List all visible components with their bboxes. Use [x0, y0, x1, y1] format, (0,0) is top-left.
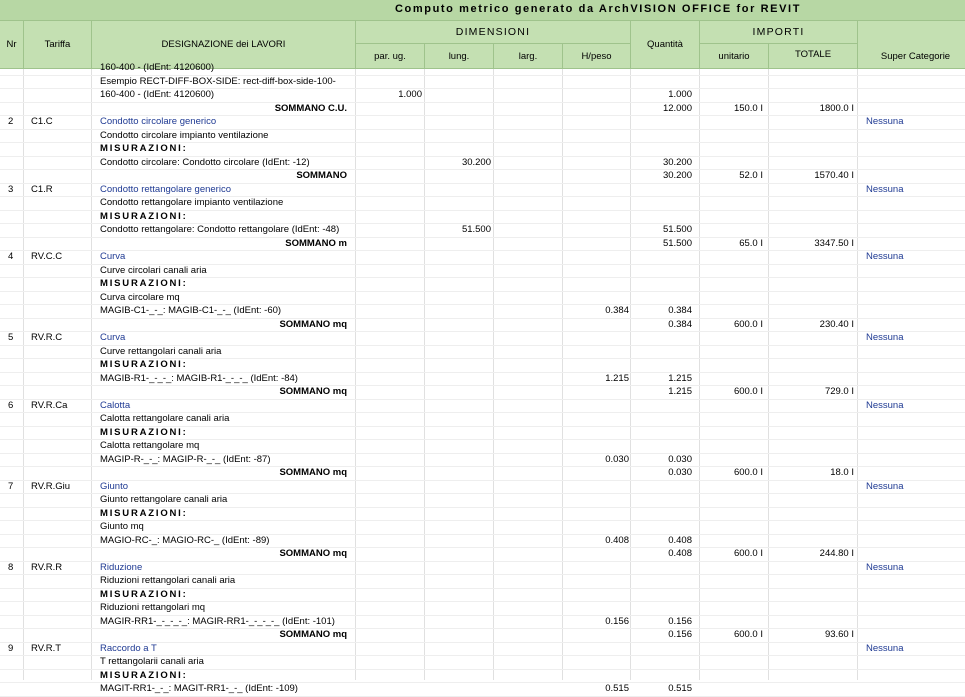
table-row[interactable] [0, 682, 965, 697]
header-nr-label: Nr [6, 39, 17, 50]
table-row[interactable] [0, 655, 965, 670]
sommano-label[interactable]: SOMMANO mq [279, 467, 347, 478]
tariffa-cell[interactable]: RV.R.C [31, 332, 63, 343]
description-cell[interactable]: Curve circolari canali aria [100, 264, 207, 276]
header-super-categorie-label: Super Categorie [880, 51, 951, 62]
super-categoria-cell[interactable]: Nessuna [866, 399, 904, 411]
table-row[interactable] [0, 156, 965, 171]
quantita-cell[interactable]: 30.200 [662, 170, 692, 181]
totale-cell[interactable]: 1570.40 I [814, 170, 854, 181]
item-row[interactable] [0, 115, 965, 130]
quantita-cell[interactable]: 0.384 [668, 318, 692, 330]
misurazioni-label[interactable]: MISURAZIONI: [100, 143, 188, 154]
misurazioni-row[interactable] [0, 358, 965, 373]
description-cell[interactable]: MAGIP-R-_-_: MAGIP-R-_-_ (IdEnt: -87) [100, 453, 271, 465]
description-cell[interactable]: MAGIT-RR1-_-_: MAGIT-RR1-_-_ (IdEnt: -109) [100, 683, 298, 694]
description-cell[interactable]: T rettangolarii canali aria [100, 656, 204, 667]
sommano-row[interactable] [0, 237, 965, 252]
unitario-cell[interactable]: 52.0 I [739, 170, 763, 181]
misurazioni-label[interactable]: MISURAZIONI: [100, 359, 188, 370]
item-row[interactable] [0, 561, 965, 576]
lung-cell[interactable]: 30.200 [461, 156, 491, 168]
item-row[interactable] [0, 399, 965, 414]
description-cell[interactable]: Curva [100, 332, 126, 343]
table-row[interactable] [0, 291, 965, 306]
misurazioni-label[interactable]: MISURAZIONI: [100, 426, 188, 438]
spreadsheet-grid[interactable] [0, 62, 965, 694]
tariffa-cell[interactable]: RV.R.Giu [31, 480, 71, 492]
totale-cell[interactable]: 244.80 I [819, 548, 854, 559]
tariffa-cell[interactable]: C1.R [31, 183, 53, 195]
table-row[interactable] [0, 412, 965, 427]
header-unitario[interactable]: unitario [700, 44, 769, 69]
description-cell[interactable]: Condotto circolare impianto ventilazione [100, 129, 269, 141]
sommano-row[interactable] [0, 102, 965, 117]
description-cell[interactable]: Condotto rettangolare impianto ventilazione [100, 197, 284, 208]
row-number[interactable]: 3 [8, 183, 14, 195]
super-categoria-cell[interactable]: Nessuna [866, 642, 904, 654]
table-row[interactable] [0, 75, 965, 90]
header-quantita-label: Quantità [647, 39, 683, 50]
description-cell[interactable]: Calotta rettangolare mq [100, 440, 200, 451]
description-cell[interactable]: Riduzioni rettangolari mq [100, 602, 206, 613]
row-number[interactable]: 8 [8, 561, 14, 573]
sommano-row[interactable] [0, 169, 965, 184]
table-row[interactable] [0, 601, 965, 616]
sheet-title: Computo metrico generato da ArchVISION OFFICE for REVIT [395, 3, 802, 15]
super-categoria-cell[interactable]: Nessuna [866, 561, 904, 573]
misurazioni-row[interactable] [0, 507, 965, 522]
description-cell[interactable]: Condotto circolare: Condotto circolare (IdEnt: -12) [100, 156, 310, 168]
quantita-cell[interactable]: 51.500 [662, 224, 692, 235]
super-categoria-cell[interactable]: Nessuna [866, 183, 904, 195]
description-cell[interactable]: Calotta [100, 399, 131, 411]
totale-cell[interactable]: 18.0 I [830, 467, 854, 478]
sommano-label[interactable]: SOMMANO C.U. [274, 102, 347, 114]
sommano-label[interactable]: SOMMANO mq [279, 318, 347, 330]
sommano-row[interactable] [0, 547, 965, 562]
quantita-cell[interactable]: 51.500 [662, 237, 692, 249]
table-row[interactable] [0, 345, 965, 360]
header-par-ug[interactable]: par. ug. [356, 44, 425, 69]
description-cell[interactable]: 160-400 - (IdEnt: 4120600) [100, 62, 215, 73]
quantita-cell[interactable]: 0.030 [668, 453, 692, 465]
quantita-cell[interactable]: 12.000 [662, 102, 692, 114]
row-number[interactable]: 4 [8, 251, 14, 262]
item-row[interactable] [0, 642, 965, 657]
description-cell[interactable]: Calotta rettangolare canali aria [100, 413, 230, 424]
quantita-cell[interactable]: 0.384 [668, 305, 692, 316]
unitario-cell[interactable]: 600.0 I [733, 629, 763, 640]
description-cell[interactable]: 160-400 - (IdEnt: 4120600) [100, 89, 215, 100]
unitario-cell[interactable]: 600.0 I [733, 467, 763, 478]
description-cell[interactable]: Condotto circolare generico [100, 116, 217, 127]
super-categoria-cell[interactable]: Nessuna [866, 480, 904, 492]
quantita-cell[interactable]: 0.408 [668, 548, 692, 559]
quantita-cell[interactable]: 1.000 [668, 89, 692, 100]
unitario-cell[interactable]: 600.0 I [733, 548, 763, 559]
sommano-row[interactable] [0, 628, 965, 643]
table-row[interactable] [0, 372, 965, 387]
sommano-label[interactable]: SOMMANO [296, 170, 347, 181]
description-cell[interactable]: Condotto rettangolare generico [100, 183, 231, 195]
item-row[interactable] [0, 480, 965, 495]
description-cell[interactable]: Riduzione [100, 561, 143, 573]
sommano-row[interactable] [0, 466, 965, 481]
header-lung[interactable]: lung. [425, 44, 494, 69]
header-importi[interactable]: IMPORTI [700, 21, 858, 44]
item-row[interactable] [0, 183, 965, 198]
description-cell[interactable]: Curva circolare mq [100, 291, 180, 303]
hpeso-cell[interactable]: 0.384 [605, 305, 629, 316]
table-row[interactable] [0, 196, 965, 211]
sommano-label[interactable]: SOMMANO mq [279, 386, 347, 397]
super-categoria-cell[interactable]: Nessuna [866, 251, 904, 262]
table-row[interactable] [0, 223, 965, 238]
unitario-cell[interactable]: 65.0 I [739, 237, 763, 249]
description-cell[interactable]: MAGIO-RC-_: MAGIO-RC-_ (IdEnt: -89) [100, 534, 270, 546]
hpeso-cell[interactable]: 0.030 [605, 453, 629, 465]
row-number[interactable]: 7 [8, 480, 14, 492]
title-bar [0, 0, 965, 21]
misurazioni-row[interactable] [0, 142, 965, 157]
hpeso-cell[interactable]: 0.156 [605, 615, 629, 627]
row-number[interactable]: 9 [8, 642, 14, 654]
description-cell[interactable]: Giunto mq [100, 521, 144, 532]
misurazioni-row[interactable] [0, 669, 965, 684]
quantita-cell[interactable]: 0.030 [668, 467, 692, 478]
description-cell[interactable]: MAGIB-C1-_-_: MAGIB-C1-_-_ (IdEnt: -60) [100, 305, 282, 316]
quantita-cell[interactable]: 0.156 [668, 615, 692, 627]
row-number[interactable]: 2 [8, 116, 14, 127]
totale-cell[interactable]: 1800.0 I [819, 102, 854, 114]
misurazioni-label[interactable]: MISURAZIONI: [100, 278, 188, 289]
quantita-cell[interactable]: 1.215 [668, 386, 692, 397]
unitario-cell[interactable]: 150.0 I [733, 102, 763, 114]
description-cell[interactable]: MAGIB-R1-_-_-_: MAGIB-R1-_-_-_ (IdEnt: -84) [100, 372, 298, 384]
description-cell[interactable]: Curva [100, 251, 126, 262]
misurazioni-row[interactable] [0, 426, 965, 441]
lung-cell[interactable]: 51.500 [461, 224, 491, 235]
misurazioni-label[interactable]: MISURAZIONI: [100, 210, 188, 222]
row-number[interactable]: 5 [8, 332, 14, 343]
misurazioni-label[interactable]: MISURAZIONI: [100, 588, 188, 600]
totale-cell[interactable]: 230.40 I [819, 318, 854, 330]
sommano-label[interactable]: SOMMANO mq [279, 629, 347, 640]
quantita-cell[interactable]: 0.156 [668, 629, 692, 640]
totale-cell[interactable]: 729.0 I [824, 386, 854, 397]
quantita-cell[interactable]: 0.515 [668, 683, 692, 694]
totale-cell[interactable]: 3347.50 I [814, 237, 854, 249]
sommano-label[interactable]: SOMMANO m [285, 237, 347, 249]
misurazioni-row[interactable] [0, 588, 965, 603]
hpeso-cell[interactable]: 0.515 [605, 683, 629, 694]
misurazioni-row[interactable] [0, 277, 965, 292]
par-ug-cell[interactable]: 1.000 [398, 89, 422, 100]
totale-cell[interactable]: 93.60 I [824, 629, 854, 640]
tariffa-cell[interactable]: RV.R.T [31, 642, 62, 654]
table-row[interactable] [0, 129, 965, 144]
description-cell[interactable]: Esempio RECT-DIFF-BOX-SIDE: rect-diff-box-side-100- [100, 75, 336, 87]
unitario-cell[interactable]: 600.0 I [733, 386, 763, 397]
table-row[interactable] [0, 520, 965, 535]
table-row[interactable] [0, 574, 965, 589]
description-cell[interactable]: Giunto rettangolare canali aria [100, 494, 228, 505]
super-categoria-cell[interactable]: Nessuna [866, 332, 904, 343]
header-hpeso[interactable]: H/peso [563, 44, 631, 69]
quantita-cell[interactable]: 0.408 [668, 534, 692, 546]
header-designazione-label: DESIGNAZIONE dei LAVORI [161, 39, 286, 50]
item-row[interactable] [0, 331, 965, 346]
sommano-label[interactable]: SOMMANO mq [279, 548, 347, 559]
hpeso-cell[interactable]: 1.215 [605, 372, 629, 384]
tariffa-cell[interactable]: RV.R.R [31, 561, 63, 573]
quantita-cell[interactable]: 30.200 [662, 156, 692, 168]
table-row[interactable] [0, 304, 965, 319]
tariffa-cell[interactable]: C1.C [31, 116, 53, 127]
table-row[interactable] [0, 264, 965, 279]
tariffa-cell[interactable]: RV.C.C [31, 251, 63, 262]
header-larg[interactable]: larg. [494, 44, 563, 69]
row-number[interactable]: 6 [8, 399, 14, 411]
table-row[interactable] [0, 88, 965, 103]
misurazioni-row[interactable] [0, 210, 965, 225]
unitario-cell[interactable]: 600.0 I [733, 318, 763, 330]
item-row[interactable] [0, 250, 965, 265]
tariffa-cell[interactable]: RV.R.Ca [31, 399, 68, 411]
sommano-row[interactable] [0, 318, 965, 333]
table-row[interactable] [0, 439, 965, 454]
description-cell[interactable]: Condotto rettangolare: Condotto rettangolare (IdEnt: -48) [100, 224, 340, 235]
table-row[interactable] [0, 534, 965, 549]
description-cell[interactable]: MAGIR-RR1-_-_-_-_: MAGIR-RR1-_-_-_-_ (IdEnt: -101) [100, 615, 335, 627]
description-cell[interactable]: Raccordo a T [100, 642, 157, 654]
description-cell[interactable]: Giunto [100, 480, 128, 492]
description-cell[interactable]: Curve rettangolari canali aria [100, 345, 222, 357]
table-row[interactable] [0, 615, 965, 630]
misurazioni-label[interactable]: MISURAZIONI: [100, 669, 188, 681]
hpeso-cell[interactable]: 0.408 [605, 534, 629, 546]
header-totale[interactable]: TOTALE [769, 44, 858, 69]
header-dimensioni[interactable]: DIMENSIONI [356, 21, 631, 44]
header-tariffa-label: Tariffa [44, 39, 71, 50]
table-row[interactable] [0, 61, 965, 76]
misurazioni-label[interactable]: MISURAZIONI: [100, 507, 188, 519]
super-categoria-cell[interactable]: Nessuna [866, 116, 904, 127]
table-row[interactable] [0, 453, 965, 468]
table-row[interactable] [0, 493, 965, 508]
sommano-row[interactable] [0, 385, 965, 400]
quantita-cell[interactable]: 1.215 [668, 372, 692, 384]
description-cell[interactable]: Riduzioni rettangolari canali aria [100, 575, 236, 586]
